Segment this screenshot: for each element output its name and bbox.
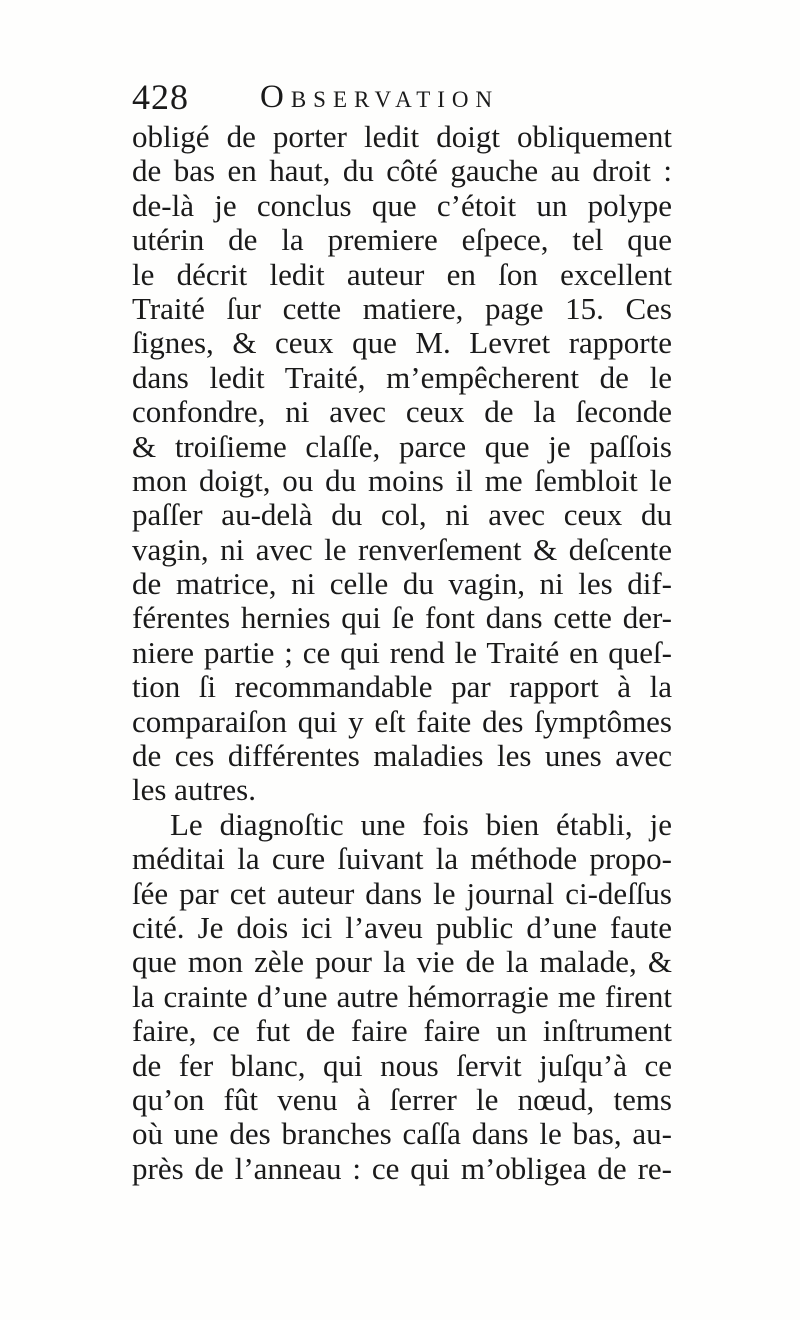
text-line: obligé de porter ledit doigt obliquement (132, 119, 672, 154)
text-line: mon doigt, ou du moins il me ſembloit le (132, 462, 672, 498)
text-line: vagin, ni avec le renverſement & deſcente (132, 531, 672, 567)
text-line: qu’on fût venu à ſerrer le nœud, tems (132, 1081, 672, 1117)
text-line: dans ledit Traité, m’empêcherent de le (132, 359, 672, 395)
body-text (132, 120, 672, 1186)
text-line: de-là je conclus que c’étoit un polype (132, 187, 672, 223)
page-number: 428 (132, 77, 189, 117)
text-line: de bas en haut, du côté gauche au droit : (132, 153, 672, 189)
text-line: ſée par cet auteur dans le journal ci-deſſus (132, 875, 672, 911)
text-line: près de l’anneau : ce qui m’obligea de re- (132, 1150, 672, 1186)
text-line: de ces différentes maladies les unes avec (132, 738, 672, 774)
paragraph-first-line: Le diagnoſtic une fois bien établi, je (170, 806, 672, 842)
text-line: ſignes, & ceux que M. Levret rapporte (132, 325, 672, 361)
text-line: cité. Je dois ici l’aveu public d’une faute (132, 909, 672, 945)
paragraph-end-line: les autres. (132, 772, 256, 808)
text-line: la crainte d’une autre hémorragie me firent (132, 978, 672, 1014)
text-line: confondre, ni avec ceux de la ſeconde (132, 394, 672, 430)
text-line: de matrice, ni celle du vagin, ni les dif- (132, 566, 672, 602)
text-line: de fer blanc, qui nous ſervit juſqu’à ce (132, 1047, 672, 1083)
text-line: que mon zèle pour la vie de la malade, & (132, 944, 672, 980)
text-line: faire, ce fut de faire faire un inſtrument (132, 1013, 672, 1049)
text-line: férentes hernies qui ſe font dans cette der- (132, 600, 672, 636)
text-line: comparaiſon qui y eſt faite des ſymptômes (132, 703, 672, 739)
text-line: utérin de la premiere eſpece, tel que (132, 222, 672, 258)
running-head: Observation (260, 79, 500, 115)
text-line: & troiſieme claſſe, parce que je paſſois (132, 428, 672, 464)
text-line: le décrit ledit auteur en ſon excellent (132, 256, 672, 292)
text-line: tion ſi recommandable par rapport à la (132, 669, 672, 705)
text-line: paſſer au-delà du col, ni avec ceux du (132, 497, 672, 533)
text-line: où une des branches caſſa dans le bas, au- (132, 1116, 672, 1152)
text-line: niere partie ; ce qui rend le Traité en queſ- (132, 634, 672, 670)
page-header (132, 72, 692, 122)
text-line: méditai la cure ſuivant la méthode propo- (132, 841, 672, 877)
text-line: Traité ſur cette matiere, page 15. Ces (132, 290, 672, 326)
